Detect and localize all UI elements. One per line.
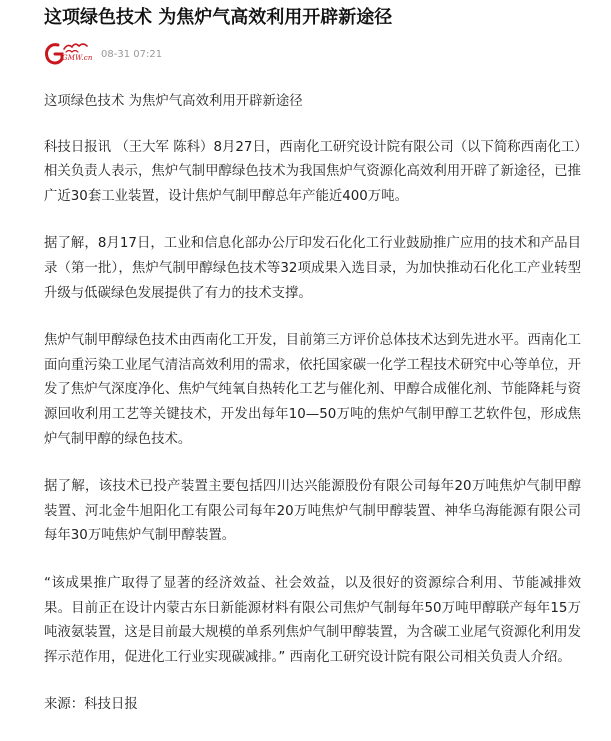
article-meta	[44, 38, 162, 68]
logo-text: GMW.cn	[62, 54, 93, 62]
article-title: 这项绿色技术 为焦炉气高效利用开辟新途径	[44, 7, 393, 28]
gmw-logo-icon[interactable]	[44, 39, 94, 67]
article-source: 来源：科技日报	[44, 697, 138, 713]
gmw-logo-mark	[44, 39, 94, 67]
article-subtitle: 这项绿色技术 为焦炉气高效利用开辟新途径	[44, 94, 303, 109]
article-paragraph-4: 据了解，该技术已投产装置主要包括四川达兴能源股份有限公司每年20万吨焦炉气制甲醇装置、河北金牛旭阳化工有限公司每年20万吨焦炉气制甲醇装置、神华乌海能源有限公司每年30万吨焦炉气制甲醇装置。	[44, 479, 581, 544]
article-paragraph-1: 科技日报讯 （王大军 陈科）8月27日，西南化工研究设计院有限公司（以下简称西南化工）相关负责人表示，焦炉气制甲醇绿色技术为我国焦炉气资源化高效利用开辟了新途径，已推广近30套工业装置，设计焦炉气制甲醇总年产能近400万吨。	[44, 139, 581, 204]
published-time: 08-31 07:21	[101, 48, 163, 60]
article-paragraph-3: 焦炉气制甲醇绿色技术由西南化工开发，目前第三方评价总体技术达到先进水平。西南化工面向重污染工业尾气清洁高效利用的需求，依托国家碳一化学工程技术研究中心等单位，开发了焦炉气深度净化、焦炉气纯氧自热转化工艺与催化剂、甲醇合成催化剂、节能降耗与资源回收利用工艺等关键技术，开发出每年10—50万吨的焦炉气制甲醇工艺软件包，形成焦炉气制甲醇的绿色技术。	[44, 333, 581, 447]
article-paragraph-2: 据了解，8月17日，工业和信息化部办公厅印发石化化工行业鼓励推广应用的技术和产品目录（第一批），焦炉气制甲醇绿色技术等32项成果入选目录，为加快推动石化化工产业转型升级与低碳绿色发展提供了有力的技术支撑。	[44, 236, 581, 301]
article-body	[44, 90, 581, 741]
article-paragraph-5: “该成果推广取得了显著的经济效益、社会效益，以及很好的资源综合利用、节能减排效果。目前正在设计内蒙古东日新能源材料有限公司焦炉气制每年50万吨甲醇联产每年15万吨液氨装置，这是目前最大规模的单系列焦炉气制甲醇装置，为含碳工业尾气资源化利用发挥示范作用，促进化工行业实现碳减排。” 西南化工研究设计院有限公司相关负责人介绍。	[44, 575, 581, 665]
